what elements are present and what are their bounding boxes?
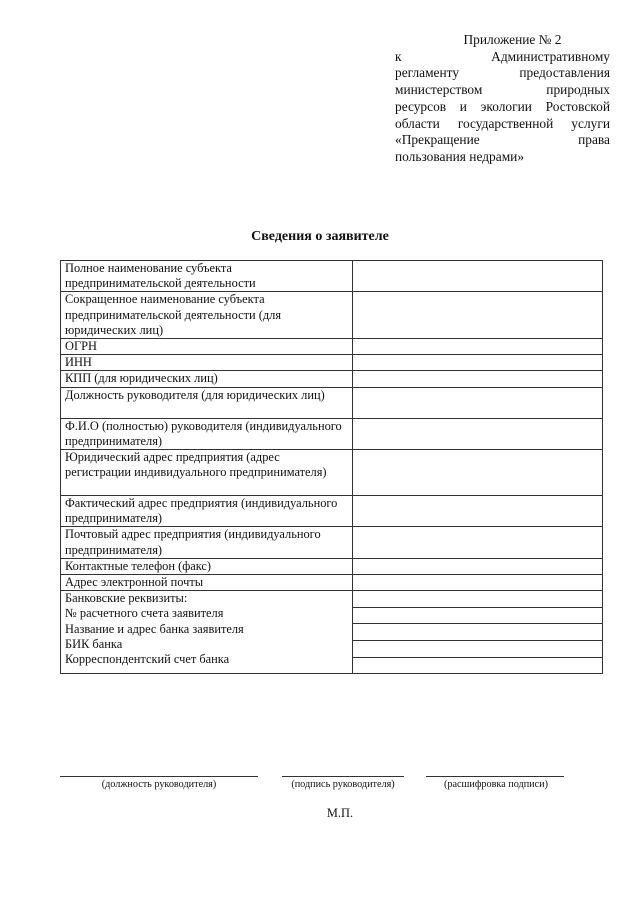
appendix-header	[395, 32, 610, 166]
field-actual-address[interactable]	[353, 496, 603, 527]
table-row	[61, 575, 603, 591]
row-label-director-position: Должность руководителя (для юридических лиц)	[61, 387, 353, 418]
row-label-short-name: Сокращенное наименование субъекта предпринимательской деятельности (для юридических лиц)	[61, 292, 353, 339]
table-row	[61, 339, 603, 355]
signature-caption: (подпись руководителя)	[291, 779, 395, 790]
field-director-name[interactable]	[353, 418, 603, 449]
field-bank-name[interactable]	[353, 624, 602, 641]
appendix-line: пользования недрами»	[395, 148, 525, 164]
field-email[interactable]	[353, 575, 603, 591]
appendix-line: регламенту предоставления	[395, 65, 610, 81]
row-label-phone: Контактные телефон (факс)	[61, 558, 353, 574]
row-label-kpp: КПП (для юридических лиц)	[61, 371, 353, 387]
row-label-full-name: Полное наименование субъекта предпринимательской деятельности	[61, 261, 353, 292]
table-row	[61, 527, 603, 558]
field-postal-address[interactable]	[353, 527, 603, 558]
field-director-position[interactable]	[353, 387, 603, 418]
form-title: Сведения о заявителе	[251, 229, 389, 244]
applicant-info-table	[60, 260, 603, 674]
field-bank-bik[interactable]	[353, 641, 602, 658]
row-label-email: Адрес электронной почты	[61, 575, 353, 591]
table-row-bank	[61, 591, 603, 674]
row-label-actual-address: Фактический адрес предприятия (индивидуального предпринимателя)	[61, 496, 353, 527]
bank-details-heading: Банковские реквизиты:	[65, 591, 188, 606]
field-bank-account[interactable]	[353, 608, 602, 625]
position-signature-line[interactable]	[60, 776, 258, 777]
table-row	[61, 496, 603, 527]
field-kpp[interactable]	[353, 371, 603, 387]
decoding-signature-line[interactable]	[426, 776, 564, 777]
bank-details-labels	[61, 591, 353, 674]
row-label-inn: ИНН	[61, 355, 353, 371]
appendix-line: к Административному	[395, 48, 610, 64]
signature-line[interactable]	[282, 776, 404, 777]
appendix-number: Приложение № 2	[463, 32, 562, 47]
row-label-postal-address: Почтовый адрес предприятия (индивидуального предпринимателя)	[61, 527, 353, 558]
field-ogrn[interactable]	[353, 339, 603, 355]
bank-name-label: Название и адрес банка заявителя	[65, 621, 244, 636]
appendix-line: области государственной услуги	[395, 115, 610, 131]
decoding-caption: (расшифровка подписи)	[444, 779, 548, 790]
field-short-name[interactable]	[353, 292, 603, 339]
appendix-line: министерством природных	[395, 82, 610, 98]
field-phone[interactable]	[353, 558, 603, 574]
position-caption: (должность руководителя)	[101, 779, 217, 790]
table-row	[61, 355, 603, 371]
table-row	[61, 261, 603, 292]
table-row	[61, 371, 603, 387]
table-row	[61, 418, 603, 449]
appendix-line: «Прекращение права	[395, 132, 610, 148]
table-row	[61, 558, 603, 574]
row-label-legal-address: Юридический адрес предприятия (адрес регистрации индивидуального предпринимателя)	[61, 450, 353, 496]
row-label-ogrn: ОГРН	[61, 339, 353, 355]
stamp-place: М.П.	[326, 806, 354, 820]
bank-details-fields	[353, 591, 603, 674]
row-label-director-name: Ф.И.О (полностью) руководителя (индивидуального предпринимателя)	[61, 418, 353, 449]
table-row	[61, 292, 603, 339]
bank-account-label: № расчетного счета заявителя	[65, 606, 224, 621]
bank-bik-label: БИК банка	[65, 636, 123, 651]
field-legal-address[interactable]	[353, 450, 603, 496]
field-bank-details[interactable]	[353, 591, 602, 608]
bank-corr-account-label: Корреспондентский счет банка	[65, 652, 230, 667]
field-bank-corr-account[interactable]	[353, 658, 602, 674]
table-row	[61, 387, 603, 418]
field-inn[interactable]	[353, 355, 603, 371]
appendix-line: ресурсов и экологии Ростовской	[395, 98, 610, 114]
field-full-name[interactable]	[353, 261, 603, 292]
table-row	[61, 450, 603, 496]
